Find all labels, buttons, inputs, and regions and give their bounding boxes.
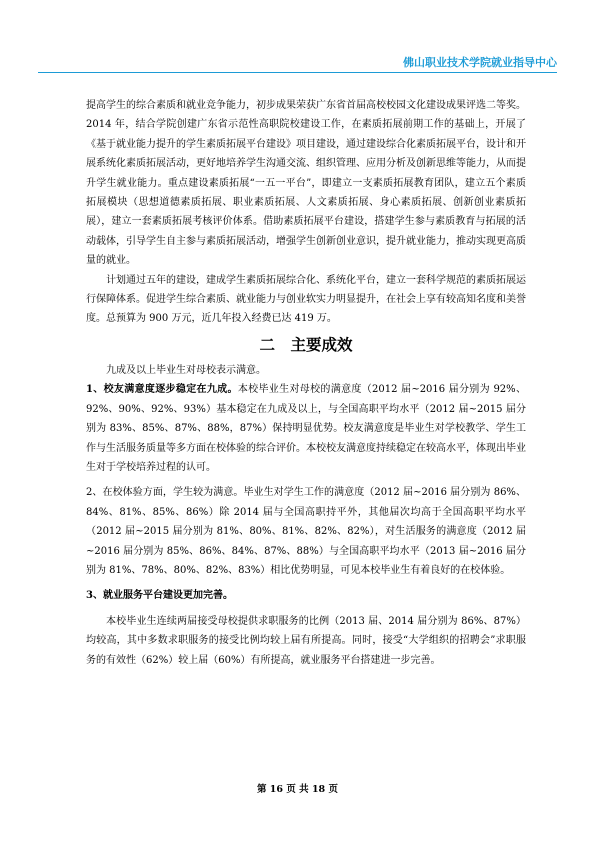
document-body [86, 96, 526, 670]
item-3-title: 3、就业服务平台建设更加完善。 [86, 590, 233, 602]
page-number: 第 16 页 共 18 页 [257, 784, 338, 795]
item-1-paragraph [86, 380, 526, 477]
section-intro: 九成及以上毕业生对母校表示满意。 [106, 364, 266, 376]
item-1-body: 本校毕业生对母校的满意度（2012 届~2016 届分别为 92%、92%、90%、92%、93%）基本稳定在九成及以上，与全国高职平均水平（2012 届~2015 届分别为 83%、85%、87%、88%，87%）保持明显优势。校友满意度是毕业生对学校教学、学生工作与生活服务质量等多方面在校体验的综合评价。本校校友满意度持续稳定在较高水平，体现出毕业生对于学校培养过程的认可。 [86, 384, 526, 473]
item-3-body: 本校毕业生连续两届接受母校提供求职服务的比例（2013 届、2014 届分别为 86%、87%）均较高，其中多数求职服务的接受比例均较上届有所提高。同时，接受“大学组织的招聘会”求职服务的有效性（62%）较上届（60%）有所提高，就业服务平台搭建进一步完善。 [86, 615, 526, 666]
header-title: 佛山职业技术学院就业指导中心 [403, 56, 557, 69]
header-divider [38, 72, 557, 73]
item-1-title: 1、校友满意度逐步稳定在九成。 [86, 384, 238, 396]
item-2-paragraph: 2、在校体验方面，学生较为满意。毕业生对学生工作的满意度（2012 届~2016 届分别为 86%、84%、81%、85%、86%）除 2014 届与全国高职持平外，其他届次均高于全国高职平均水平（2012 届~2015 届分别为 81%、80%、81%、82%、82%），对生活服务的满意度（2012 届~2016 届分别为 85%、86%、84%、87%、88%）与全国高职平均水平（2013 届~2016 届分别为 81%、78%、80%、82%、83%）相比优势明显，可见本校毕业生有着良好的在校体验。 [86, 487, 526, 576]
paragraph-continuation: 提高学生的综合素质和就业竞争能力，初步成果荣获广东省首届高校校园文化建设成果评选二等奖。2014 年，结合学院创建广东省示范性高职院校建设工作，在素质拓展前期工作的基础上，开展了《基于就业能力提升的学生素质拓展平台建设》项目建设，通过建设综合化素质拓展平台，设计和开展系统化素质拓展活动，更好地培养学生沟通交流、组织管理、应用分析及创新思维等能力，从而提升学生就业能力。重点建设素质拓展“一五一平台”，即建立一支素质拓展教育团队，建立五个素质拓展模块（思想道德素质拓展、职业素质拓展、人文素质拓展、身心素质拓展、创新创业素质拓展），建立一套素质拓展考核评价体系。借助素质拓展平台建设，搭建学生参与素质教育与拓展的活动载体，引导学生自主参与素质拓展活动，增强学生创新创业意识，提升就业能力，推动实现更高质量的就业。 [86, 100, 526, 267]
paragraph-plan: 计划通过五年的建设，建成学生素质拓展综合化、系统化平台，建立一套科学规范的素质拓展运行保障体系。促进学生综合素质、就业能力与创业软实力明显提升，在社会上享有较高知名度和美誉度。总预算为 900 万元，近几年投入经费已达 419 万。 [86, 274, 526, 325]
section-heading: 二 主要成效 [259, 335, 353, 354]
page-header [0, 0, 595, 80]
